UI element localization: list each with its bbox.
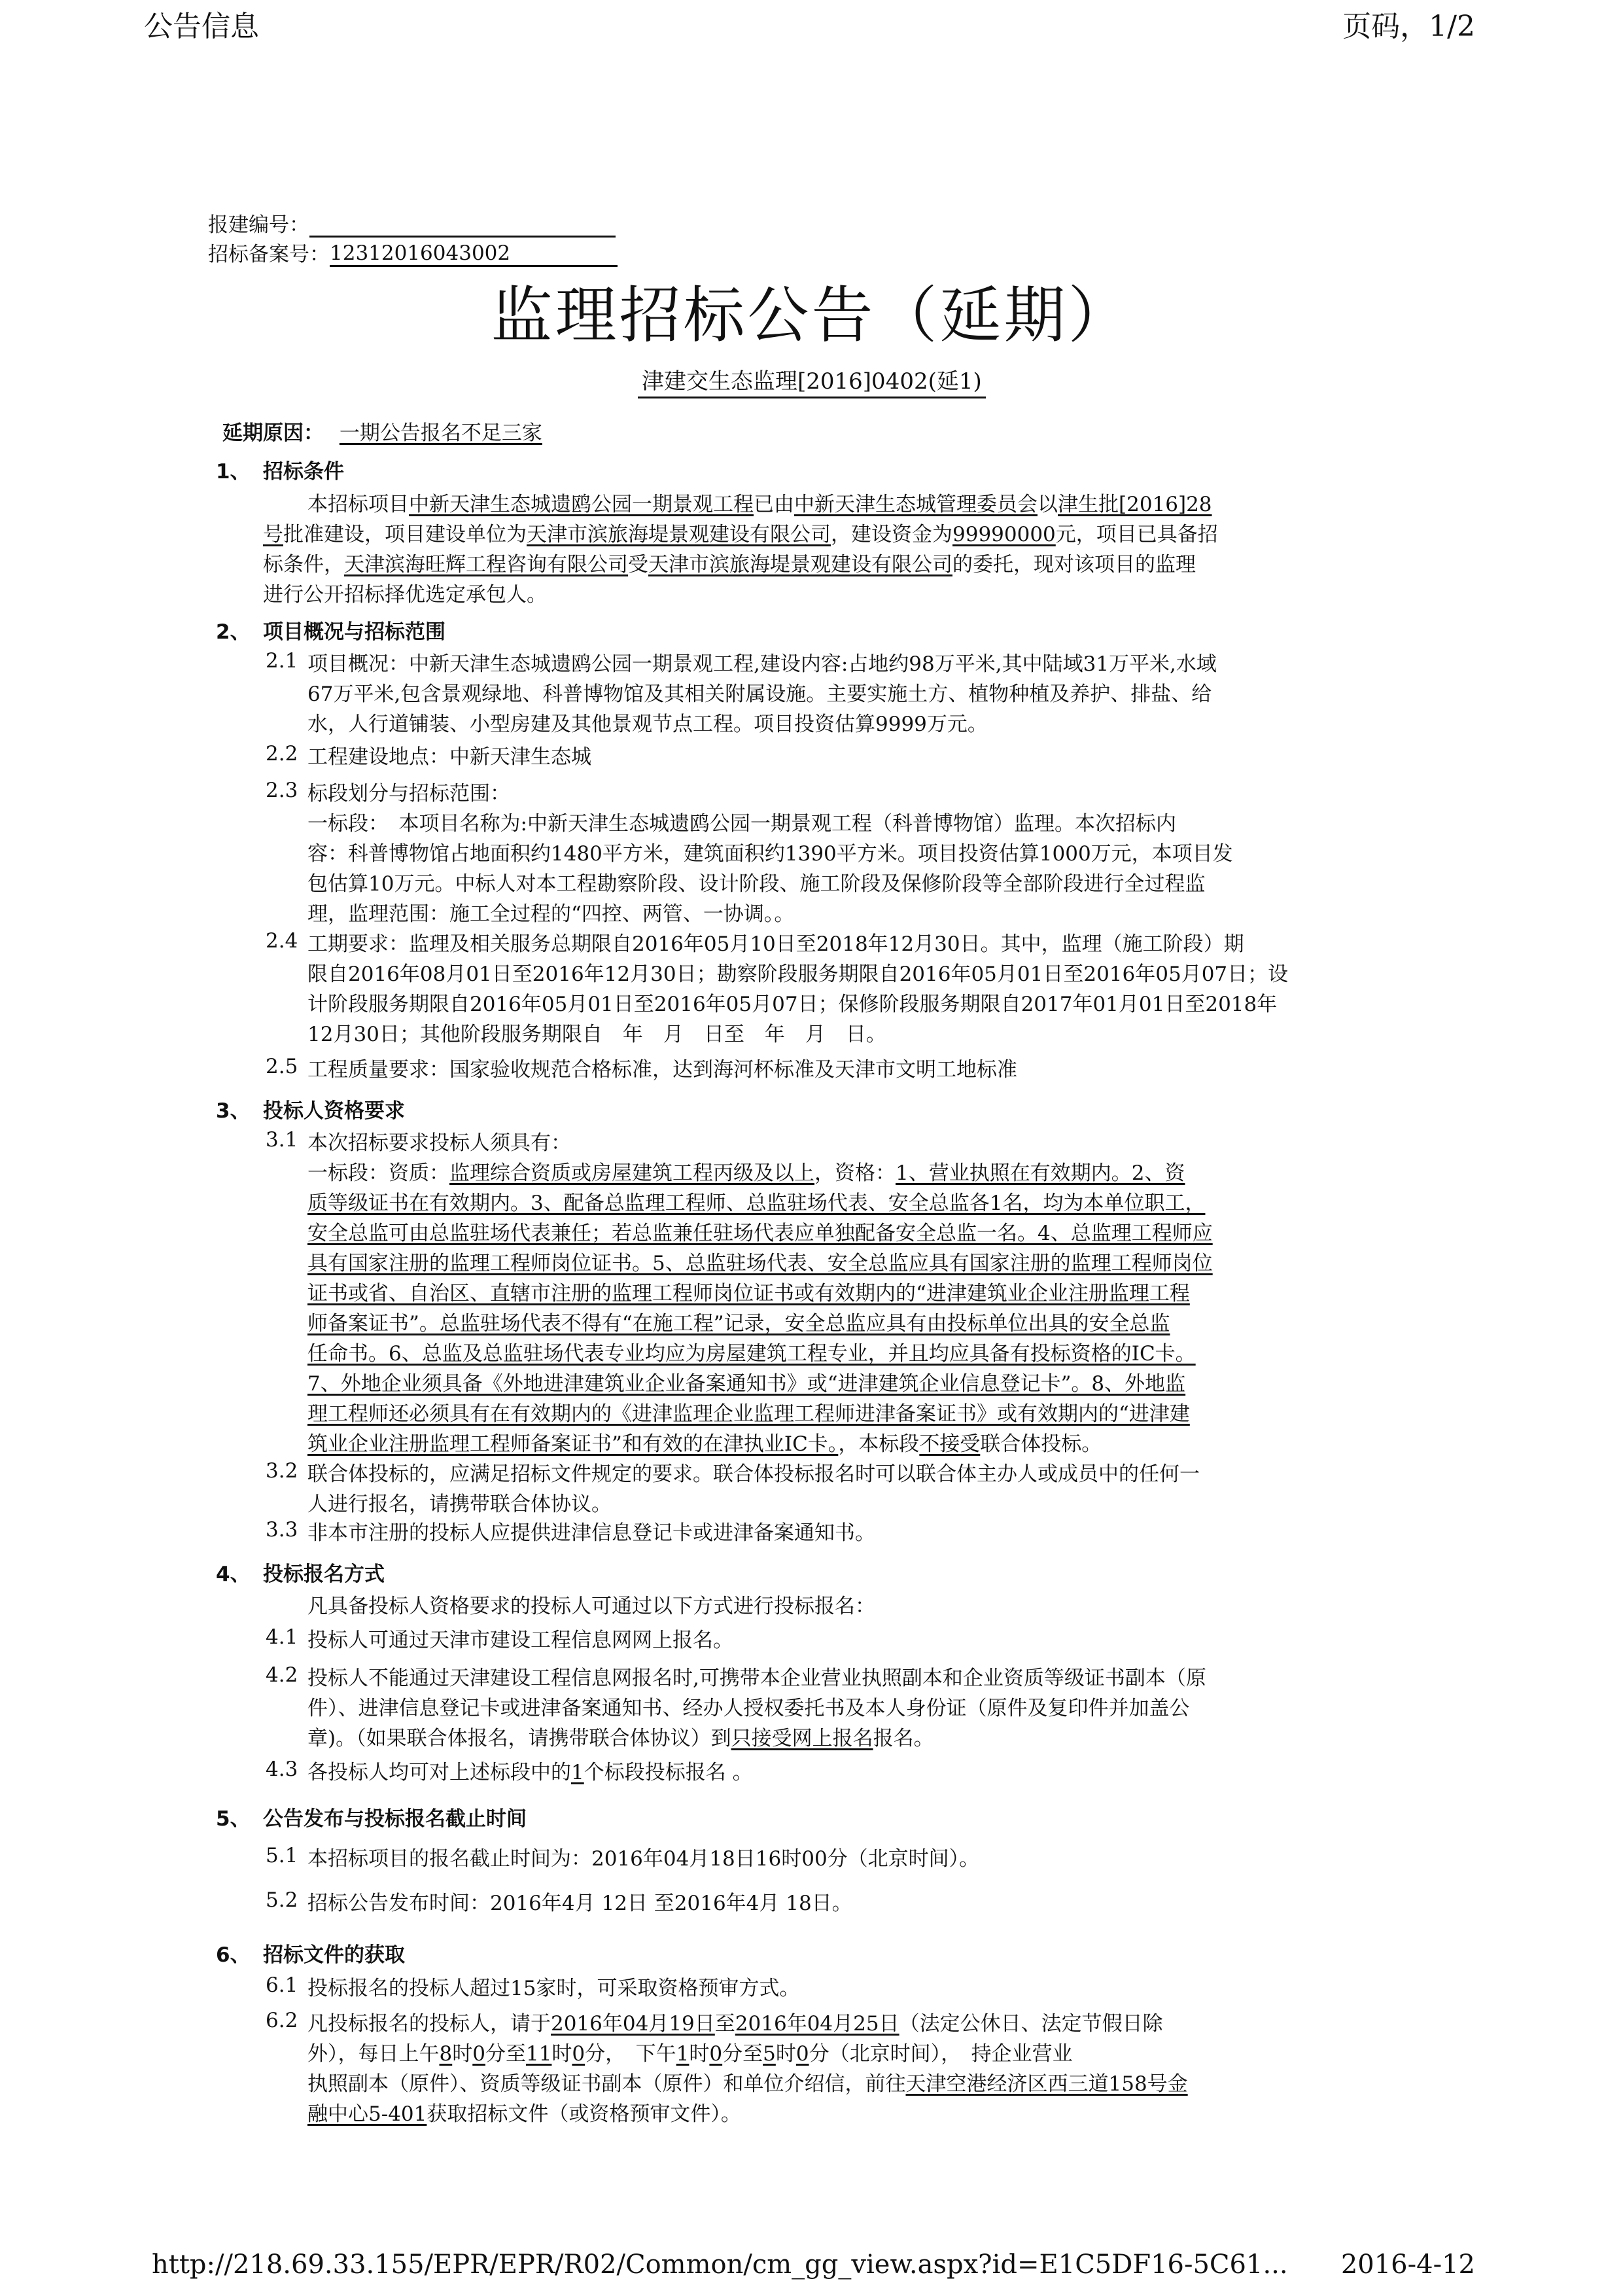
section-4-number: 4、	[216, 1563, 251, 1586]
section-2-number: 2、	[216, 620, 251, 644]
footer-url: http://218.69.33.155/EPR/EPR/R02/Common/cm_gg_view.aspx?id=E1C5DF16-5C61...	[152, 2250, 1288, 2280]
section-1-number: 1、	[216, 460, 251, 484]
item-2-4: 工期要求：监理及相关服务总期限自2016年05月10日至2018年12月30日。其中，监理（施工阶段）期 限自2016年08月01日至2016年12月30日；勘察阶段服务期限自2016年05月01日至2016年05月07日；设 计阶段服务期限自2016年05月01日至2016年05月07日；保修阶段服务期限自2017年01月01日至2018年 12月30日；其他阶段服务期限自 年 月 日至 年 月 日。	[307, 932, 1289, 1046]
section-6-number: 6、	[216, 1943, 251, 1967]
item-5-1: 本招标项目的报名截止时间为：2016年04月18日16时00分（北京时间）。	[307, 1847, 980, 1871]
item-3-3-number: 3.3	[266, 1518, 298, 1542]
item-5-2-number: 5.2	[266, 1888, 298, 1912]
item-3-2-number: 3.2	[266, 1459, 298, 1483]
section-1-title: 招标条件	[263, 460, 344, 484]
item-2-1-number: 2.1	[266, 649, 298, 673]
item-3-1-number: 3.1	[266, 1128, 298, 1152]
item-2-5: 工程质量要求：国家验收规范合格标准，达到海河杯标准及天津市文明工地标准	[307, 1058, 1017, 1082]
item-6-2: 凡投标报名的投标人，请于2016年04月19日至2016年04月25日（法定公休日、法定节假日除 外），每日上午8时0分至11时0分， 下午1时0分至5时0分（北京时间）， 持企业营业 执照副本（原件）、资质等级证书副本（原件）和单位介绍信，前往天津空港经济区西三道158号金 融中心5-401获取招标文件（或资格预审文件）。	[307, 2012, 1188, 2126]
record-no-value: 12312016043002	[330, 241, 618, 267]
item-2-1: 项目概况：中新天津生态城遗鸥公园一期景观工程,建设内容:占地约98万平米,其中陆域31万平米,水域 67万平米,包含景观绿地、科普博物馆及其相关附属设施。主要实施土方、植物种植及养护、排盐、给 水，人行道铺装、小型房建及其他景观节点工程。项目投资估算9999万元。	[307, 652, 1217, 736]
item-2-2-number: 2.2	[266, 742, 298, 766]
page-title: 监理招标公告（延期）	[491, 280, 1132, 351]
item-4-2-number: 4.2	[266, 1663, 298, 1687]
delay-value: 一期公告报名不足三家	[339, 421, 542, 445]
item-4-1-number: 4.1	[266, 1625, 298, 1649]
item-5-1-number: 5.1	[266, 1844, 298, 1867]
item-3-2: 联合体投标的，应满足招标文件规定的要求。联合体投标报名时可以联合体主办人或成员中的任何一 人进行报名，请携带联合体协议。	[307, 1462, 1200, 1516]
section-3-number: 3、	[216, 1099, 251, 1123]
item-4-1: 投标人可通过天津市建设工程信息网网上报名。	[307, 1629, 733, 1652]
project-no-blank	[309, 212, 616, 238]
delay-label: 延期原因：	[222, 421, 324, 445]
header-page-number: 页码，1/2	[1342, 10, 1475, 43]
project-no-row	[208, 208, 616, 238]
section-6-title: 招标文件的获取	[263, 1943, 405, 1967]
item-3-3: 非本市注册的投标人应提供进津信息登记卡或进津备案通知书。	[307, 1521, 875, 1545]
item-2-3-number: 2.3	[266, 779, 298, 802]
item-4-3: 各投标人均可对上述标段中的1个标段投标报名 。	[307, 1761, 753, 1784]
item-6-2-number: 6.2	[266, 2009, 298, 2032]
item-2-3: 标段划分与招标范围： 一标段： 本项目名称为:中新天津生态城遗鸥公园一期景观工程（科普博物馆）监理。本次招标内 容：科普博物馆占地面积约1480平方米，建筑面积约1390平方米。项目投资估算1000万元，本项目发 包估算10万元。中标人对本工程勘察阶段、设计阶段、施工阶段及保修阶段等全部阶段进行全过程监 理，监理范围：施工全过程的“四控、两管、一协调。。	[307, 782, 1233, 926]
notice-code: 津建交生态监理[2016]0402(延1)	[638, 363, 986, 398]
section-5-number: 5、	[216, 1807, 251, 1831]
item-2-5-number: 2.5	[266, 1055, 298, 1078]
header-left: 公告信息	[144, 10, 259, 43]
footer-date: 2016-4-12	[1340, 2250, 1475, 2280]
project-no-label: 报建编号：	[208, 213, 309, 237]
section-5-title: 公告发布与投标报名截止时间	[263, 1807, 527, 1831]
record-no-row	[208, 238, 618, 267]
section-4-title: 投标报名方式	[263, 1563, 385, 1586]
item-2-4-number: 2.4	[266, 929, 298, 953]
item-6-1: 投标报名的投标人超过15家时，可采取资格预审方式。	[307, 1977, 800, 2000]
item-6-1-number: 6.1	[266, 1973, 298, 1997]
delay-reason	[222, 416, 542, 446]
item-5-2: 招标公告发布时间：2016年4月 12日 至2016年4月 18日。	[307, 1892, 852, 1915]
record-no-label: 招标备案号：	[208, 243, 330, 266]
item-3-1: 本次招标要求投标人须具有： 一标段：资质：监理综合资质或房屋建筑工程丙级及以上，资格：1、营业执照在有效期内。2、资 质等级证书在有效期内。3、配备总监理工程师、总监驻场代表、安全总监各1名，均为本单位职工， 安全总监可由总监驻场代表兼任；若总监兼任驻场代表应单独配备安全总监一名。4、总监理工程师应 具有国家注册的监理工程师岗位证书。5、总监驻场代表、安全总监应具有国家注册的监理工程师岗位 证书或省、自治区、直辖市注册的监理工程师岗位证书或有效期内的“进津建筑业企业注册监理工程 师备案证书”。总监驻场代表不得有“在施工程”记录，安全总监应具有由投标单位出具的安全总监 任命书。6、总监及总监驻场代表专业均应为房屋建筑工程专业，并且均应具备有投标资格的IC卡。 7、外地企业须具备《外地进津建筑业企业备案通知书》或“进津建筑企业信息登记卡”。8、外地监 理工程师还必须具有在有效期内的《进津监理企业监理工程师进津备案证书》或有效期内的“进津建 筑业企业注册监理工程师备案证书”和有效的在津执业IC卡。，本标段不接受联合体投标。	[307, 1131, 1213, 1456]
item-4-3-number: 4.3	[266, 1757, 298, 1781]
section-1-body: 本招标项目中新天津生态城遗鸥公园一期景观工程已由中新天津生态城管理委员会以津生批[2016]28 号批准建设，项目建设单位为天津市滨旅海堤景观建设有限公司，建设资金为99990000元，项目已具备招 标条件，天津滨海旺辉工程咨询有限公司受天津市滨旅海堤景观建设有限公司的委托，现对该项目的监理 进行公开招标择优选定承包人。	[263, 493, 1218, 607]
item-4-2: 投标人不能通过天津建设工程信息网报名时,可携带本企业营业执照副本和企业资质等级证书副本（原 件）、进津信息登记卡或进津备案通知书、经办人授权委托书及本人身份证（原件及复印件并加盖公 章)。（如果联合体报名，请携带联合体协议）到只接受网上报名报名。	[307, 1667, 1206, 1750]
item-2-2: 工程建设地点：中新天津生态城	[307, 745, 591, 769]
section-3-title: 投标人资格要求	[263, 1099, 405, 1123]
section-2-title: 项目概况与招标范围	[263, 620, 445, 644]
section-4-intro: 凡具备投标人资格要求的投标人可通过以下方式进行投标报名：	[307, 1595, 875, 1618]
